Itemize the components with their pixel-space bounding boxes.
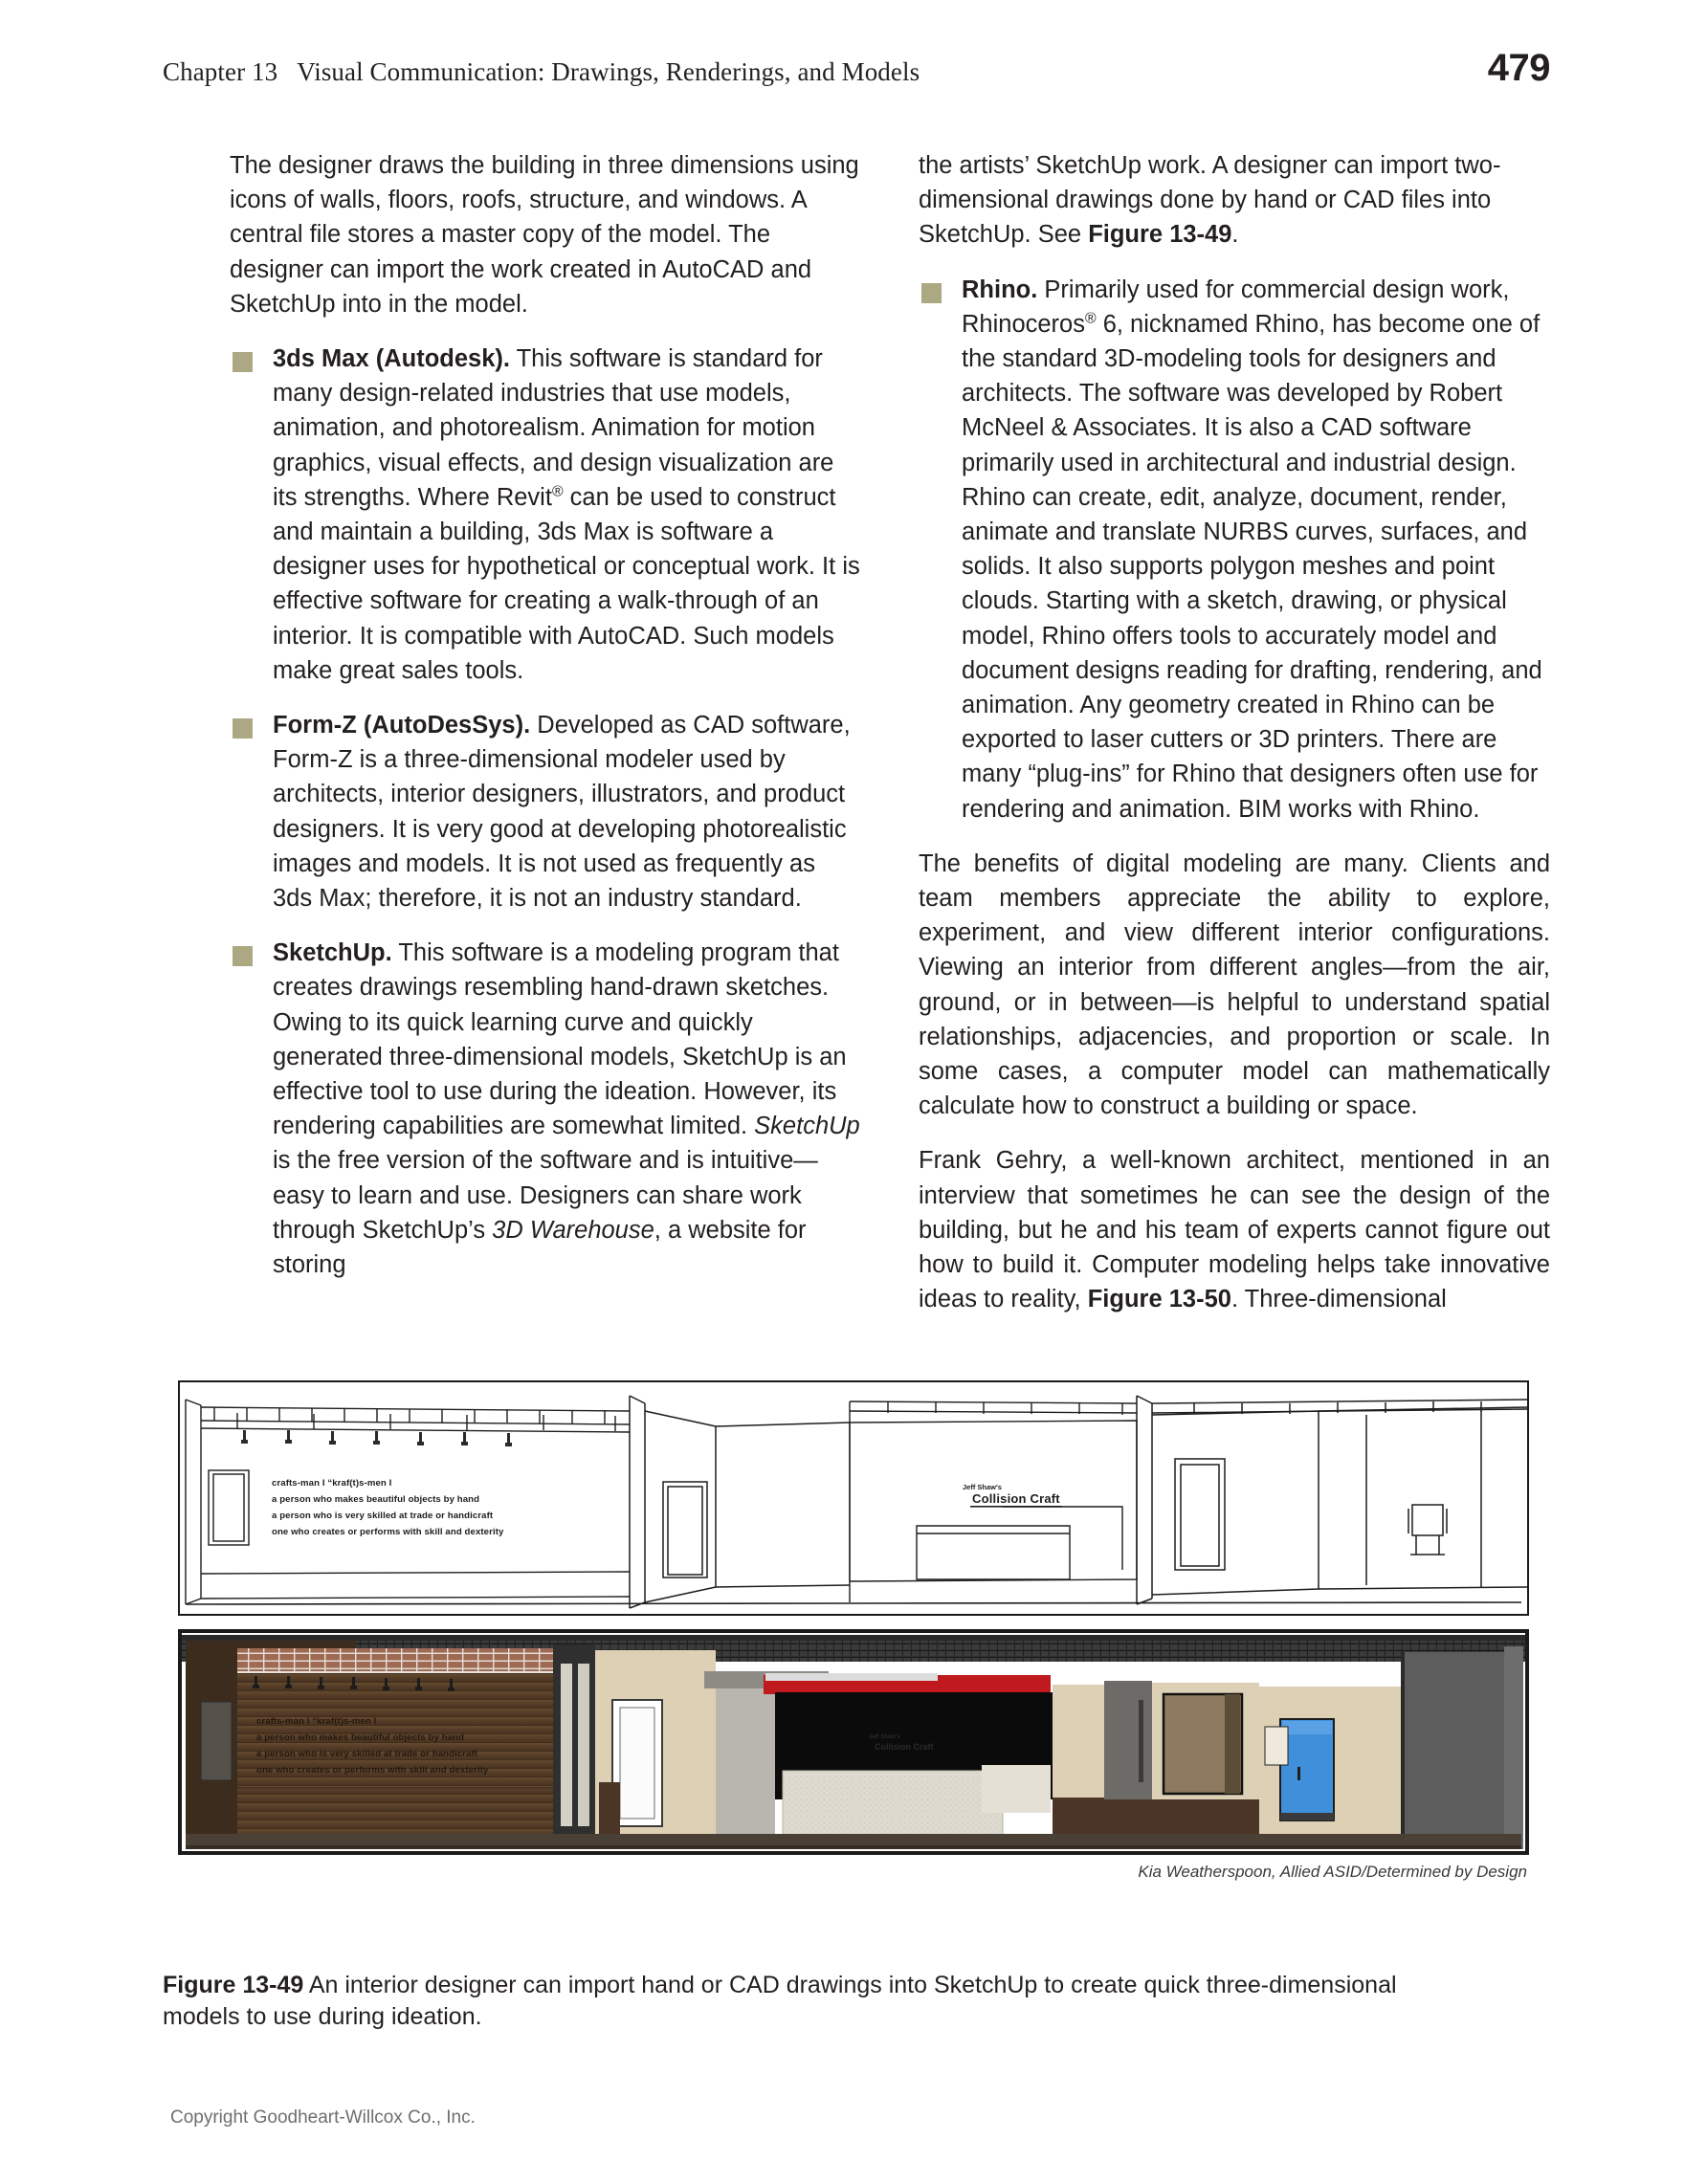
svg-text:Jeff Shaw's: Jeff Shaw's bbox=[963, 1483, 1002, 1491]
figure-13-49 bbox=[178, 1380, 1529, 1891]
continued-paragraph bbox=[919, 148, 1550, 253]
bullet-body bbox=[273, 708, 861, 916]
italic-3d-warehouse: 3D Warehouse bbox=[492, 1216, 654, 1244]
registered-mark: ® bbox=[551, 483, 564, 500]
svg-text:Jeff Shaw's: Jeff Shaw's bbox=[869, 1734, 900, 1740]
bullet-square-icon bbox=[233, 946, 253, 966]
chapter-title: Visual Communication: Drawings, Renderings, and Models bbox=[297, 57, 920, 86]
bullet-term: 3ds Max (Autodesk). bbox=[273, 345, 510, 373]
bullet-text-b: can be used to construct and maintain a building, 3ds Max is software a designer uses for hypothetical or conceptual work. It is effective software for creating a walk-through of an interior. It is compatible with AutoCAD. Such models make great sales tools. bbox=[273, 483, 860, 684]
bullet-item-form-z bbox=[230, 708, 861, 916]
svg-text:Collision Craft: Collision Craft bbox=[972, 1491, 1060, 1506]
figure-caption bbox=[163, 1970, 1407, 2033]
svg-text:one who creates or performs wi: one who creates or performs with skill and dexterity bbox=[272, 1527, 504, 1537]
italic-sketchup: SketchUp bbox=[754, 1113, 860, 1140]
bullet-text-2: is the free version of the software and is intuitive—easy to learn and use. Designers can share work through SketchUp’s bbox=[273, 1147, 818, 1244]
gehry-text-b: . Three-dimensional bbox=[1230, 1286, 1447, 1313]
page-number: 479 bbox=[1487, 47, 1550, 89]
bullet-square-icon bbox=[233, 352, 253, 372]
bullet-text-3: , a website for storing bbox=[273, 1216, 807, 1279]
copyright-footer: Copyright Goodheart-Willcox Co., Inc. bbox=[170, 2107, 476, 2128]
figure-credit-row bbox=[178, 1864, 1529, 1891]
bullet-text-a: This software is standard for many design-related industries that use models, animation, and photorealism. Animation for motion graphics, visual effects, and design visualization are its strengths. Where Revit bbox=[273, 345, 834, 511]
bullet-text: Developed as CAD software, Form-Z is a three-dimensional modeler used by architects, interior designers, illustrators, and product designers. It is very good at developing photorealistic images and models. It is not used as frequently as 3ds Max; therefore, it is not an industry standard. bbox=[273, 712, 851, 913]
intro-paragraph: The designer draws the building in three dimensions using icons of walls, floors, roofs, structure, and windows. A central file stores a master copy of the model. The designer can import the work created in AutoCAD and SketchUp into in the model. bbox=[230, 152, 859, 318]
svg-text:a person who makes beautiful o: a person who makes beautiful objects by hand bbox=[272, 1494, 480, 1505]
svg-text:a person who makes beautiful o: a person who makes beautiful objects by hand bbox=[256, 1732, 465, 1743]
line-drawing-canvas bbox=[180, 1382, 1527, 1614]
figure-caption-label: Figure 13-49 bbox=[163, 1972, 304, 1998]
figure-caption-text: An interior designer can import hand or CAD drawings into SketchUp to create quick three-dimensional models to use during ideation. bbox=[163, 1972, 1397, 2030]
registered-mark: ® bbox=[1084, 310, 1097, 327]
bullet-body bbox=[962, 273, 1550, 827]
rendered-canvas bbox=[180, 1631, 1527, 1853]
svg-text:one who creates or performs wi: one who creates or performs with skill and dexterity bbox=[256, 1765, 489, 1776]
bullet-item-sketchup bbox=[230, 936, 861, 1282]
bullet-term: Form-Z (AutoDesSys). bbox=[273, 712, 531, 739]
left-column bbox=[230, 148, 861, 1282]
bullet-body bbox=[273, 936, 861, 1282]
svg-text:a person who is very skilled a: a person who is very skilled at trade or handicraft bbox=[256, 1749, 478, 1759]
svg-text:a person who is very skilled a: a person who is very skilled at trade or handicraft bbox=[272, 1511, 494, 1521]
bullet-square-icon bbox=[921, 283, 942, 303]
gehry-text-a: Frank Gehry, a well-known architect, mentioned in an interview that sometimes he can see the design of the building, but he and his team of experts cannot figure out how to build it. Computer modeling helps take innovative ideas to reality, bbox=[919, 1147, 1550, 1313]
figure-line-drawing bbox=[178, 1380, 1529, 1616]
bullet-item-3ds-max bbox=[230, 342, 861, 688]
benefits-paragraph: The benefits of digital modeling are many. Clients and team members appreciate the ability to explore, experiment, and view different interior configurations. Viewing an interior from different angles—from the air, ground, or in between—is helpful to understand spatial relationships, adjacencies, and proportion or scale. In some cases, a computer model can mathematically calculate how to construct a building or space. bbox=[919, 849, 1550, 1120]
svg-text:crafts-man I “kraf(t)s-men I: crafts-man I “kraf(t)s-men I bbox=[272, 1478, 392, 1489]
figure-reference-13-50: Figure 13-50 bbox=[1087, 1286, 1231, 1313]
bullet-term: SketchUp. bbox=[273, 939, 392, 967]
svg-text:Collision Craft: Collision Craft bbox=[875, 1742, 934, 1752]
continued-text-b: . bbox=[1231, 221, 1239, 249]
bullet-text-a: Primarily used for commercial design work, Rhinoceros bbox=[962, 276, 1510, 338]
running-head bbox=[163, 47, 1550, 101]
chapter-number: Chapter 13 bbox=[163, 57, 278, 86]
bullet-term: Rhino. bbox=[962, 276, 1038, 303]
svg-text:crafts-man I “kraf(t)s-men I: crafts-man I “kraf(t)s-men I bbox=[256, 1716, 377, 1727]
bullet-text-1: This software is a modeling program that creates drawings resembling hand-drawn sketches. Owing to its quick learning curve and quickly generated three-dimensional models, SketchUp is an effective tool to use during the ideation. However, its rendering capabilities are somewhat limited. bbox=[273, 939, 847, 1140]
running-head-text bbox=[163, 57, 1550, 87]
bullet-square-icon bbox=[233, 718, 253, 739]
figure-credit: Kia Weatherspoon, Allied ASID/Determined by Design bbox=[1138, 1863, 1527, 1881]
continued-text-a: the artists’ SketchUp work. A designer can import two-dimensional drawings done by hand or CAD files into SketchUp. See bbox=[919, 152, 1501, 249]
bullet-text-b: 6, nicknamed Rhino, has become one of the standard 3D-modeling tools for designers and architects. The software was developed by Robert McNeel & Associates. It is also a CAD software primarily used in architectural and industrial design. Rhino can create, edit, analyze, document, render, animate and translate NURBS curves, surfaces, and solids. It also supports polygon meshes and point clouds. Starting with a sketch, drawing, or physical model, Rhino offers tools to accurately model and document designs reading for drafting, rendering, and animation. Any geometry created in Rhino can be exported to laser cutters or 3D printers. There are many “plug-ins” for Rhino that designers often use for rendering and animation. BIM works with Rhino. bbox=[962, 310, 1542, 823]
bullet-body bbox=[273, 342, 861, 688]
figure-rendered-view bbox=[178, 1629, 1529, 1855]
right-column bbox=[919, 148, 1550, 1317]
gehry-paragraph bbox=[919, 1143, 1550, 1316]
figure-reference-13-49: Figure 13-49 bbox=[1088, 221, 1232, 249]
bullet-item-rhino bbox=[919, 273, 1550, 827]
